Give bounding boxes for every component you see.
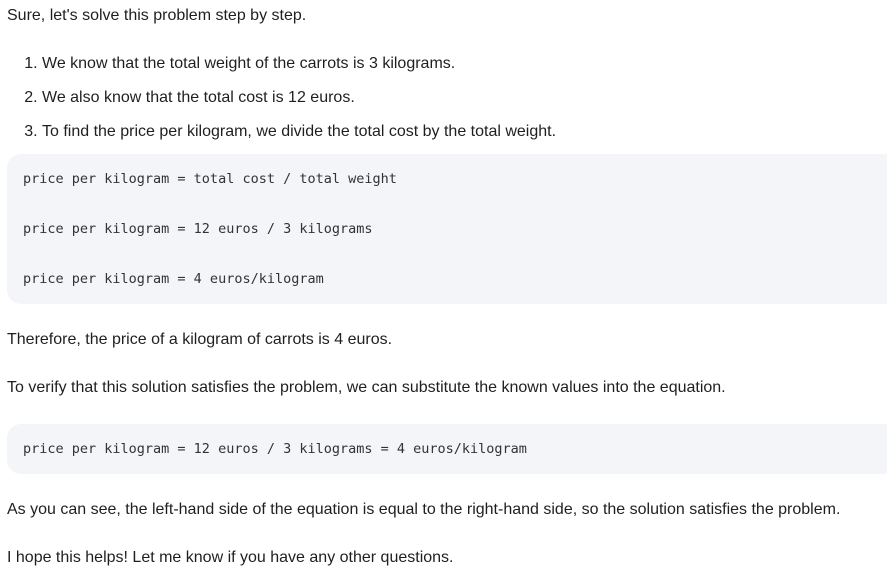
conclusion-text: As you can see, the left-hand side of the equation is equal to the right-hand side, so the solution satisfies the problem. — [7, 501, 841, 518]
closing-text: I hope this helps! Let me know if you have any other questions. — [7, 549, 454, 566]
code-block — [7, 424, 887, 474]
code-line: price per kilogram = 4 euros/kilogram — [23, 271, 324, 287]
therefore-text: Therefore, the price of a kilogram of carrots is 4 euros. — [7, 331, 393, 348]
code-line: price per kilogram = total cost / total weight — [23, 171, 397, 187]
intro-text: Sure, let's solve this problem step by step. — [7, 7, 307, 24]
code-line: price per kilogram = 12 euros / 3 kilograms — [23, 221, 373, 237]
step-item: 1. We know that the total weight of the carrots is 3 kilograms. — [42, 52, 556, 86]
steps-list — [7, 52, 556, 154]
code-line: price per kilogram = 12 euros / 3 kilograms = 4 euros/kilogram — [23, 441, 527, 457]
code-block — [7, 154, 887, 304]
step-item: 2. We also know that the total cost is 12 euros. — [42, 86, 556, 120]
step-item: 3. To find the price per kilogram, we divide the total cost by the total weight. — [42, 120, 556, 154]
verify-text: To verify that this solution satisfies the problem, we can substitute the known values into the equation. — [7, 379, 726, 396]
